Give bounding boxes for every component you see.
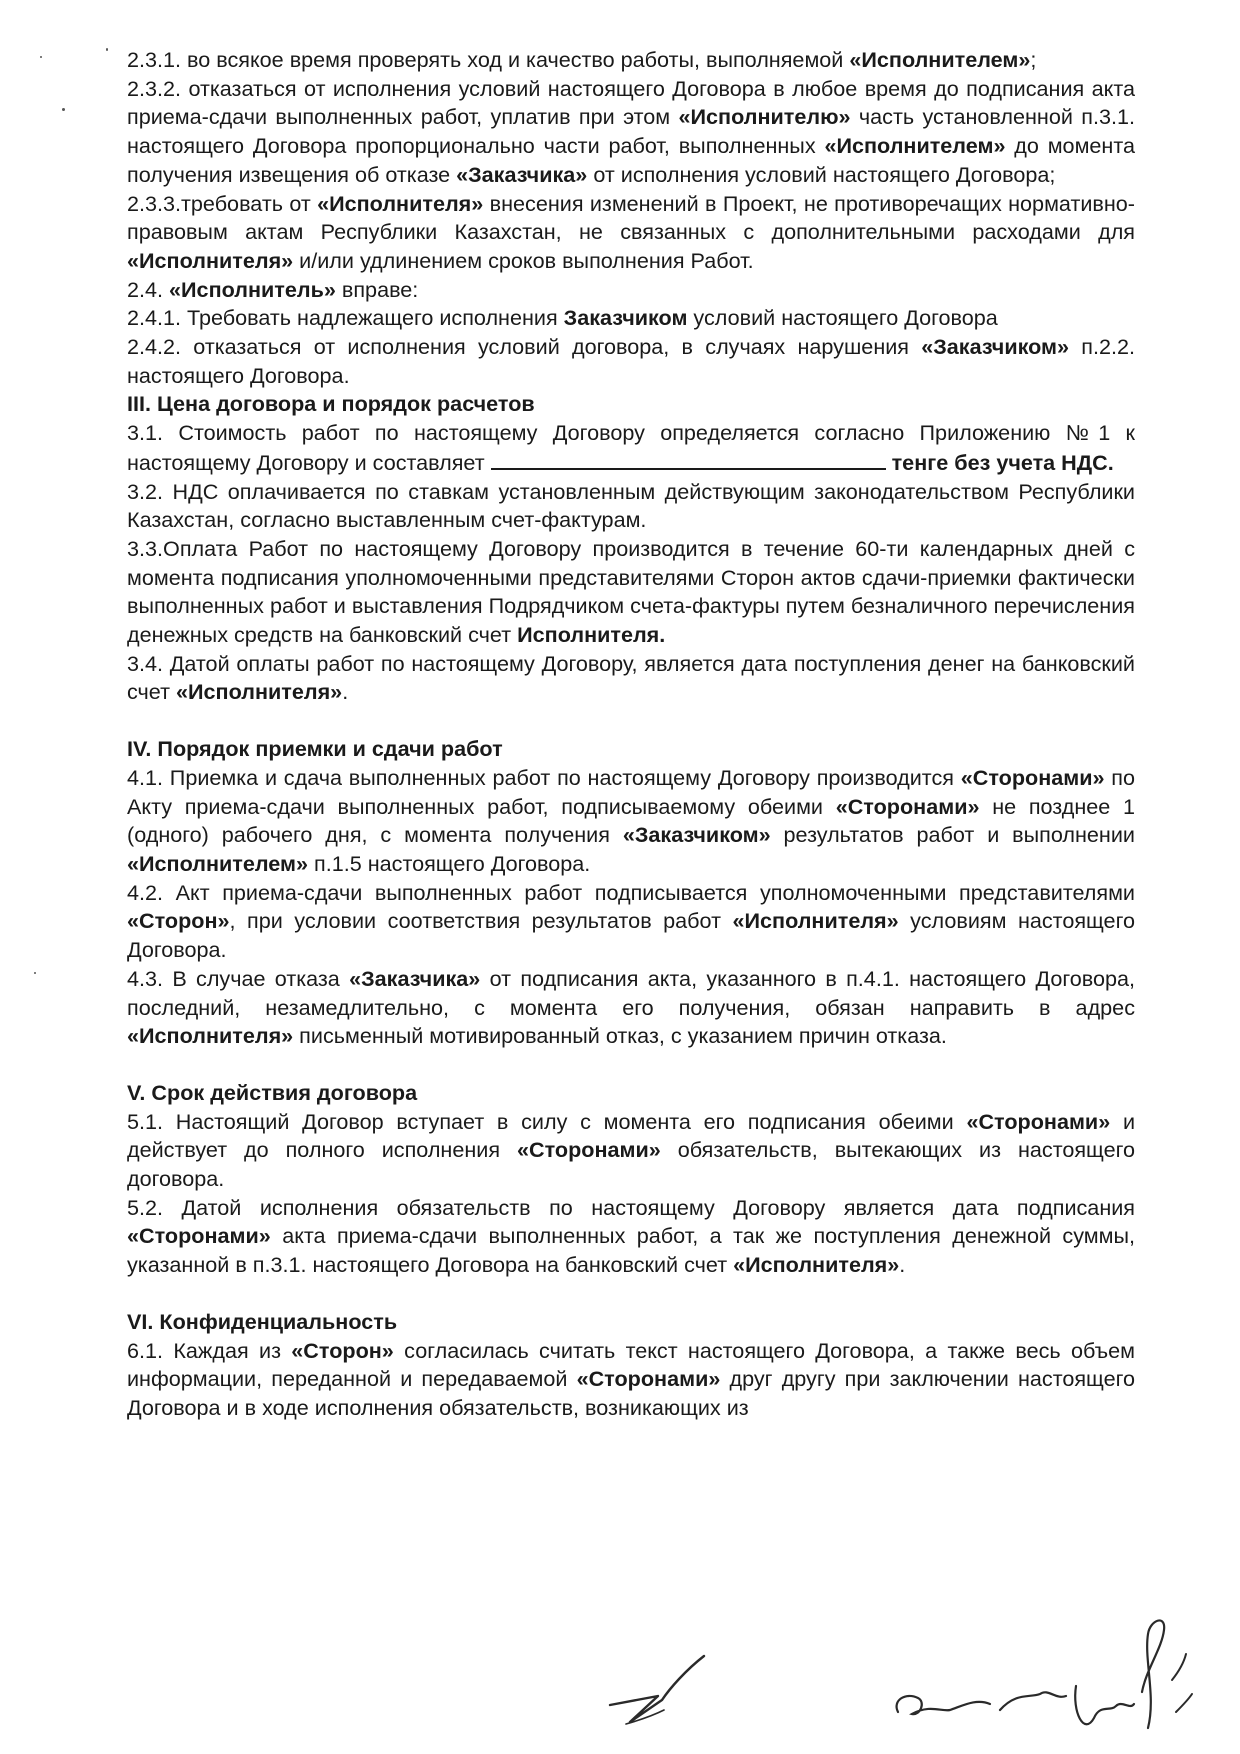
clause-3-2: 3.2. НДС оплачивается по ставкам установленным действующим законодательством Республики Казахстан, согласно выставленным счет-фактурам.: [127, 478, 1135, 533]
amount-blank-line: [491, 448, 886, 470]
section-heading-4: IV. Порядок приемки и сдачи работ: [127, 736, 503, 762]
clause-3-1: 3.1. Стоимость работ по настоящему Договору определяется согласно Приложению №1 к настоящему Договору и составляет тенге без учета НДС.: [127, 420, 1135, 475]
clause-5-2: 5.2. Датой исполнения обязательств по настоящему Договору является дата подписания «Сторонами» акта приема-сдачи выполненных работ, а так же поступления денежной суммы, указанной в п.3.1. настоящего Договора на банковский счет «Исполнителя».: [127, 1194, 1135, 1278]
document-body: [127, 46, 1135, 1423]
scan-speck: [34, 972, 36, 974]
scan-speck: [62, 108, 65, 111]
clause-2-3-2: 2.3.2. отказаться от исполнения условий настоящего Договора в любое время до подписания акта приема-сдачи выполненных работ, уплатив при этом «Исполнителю» часть установленной п.3.1. настоящего Договора пропорционально части работ, выполненных «Исполнителем» до момента получения извещения об отказе «Заказчика» от исполнения условий настоящего Договора;: [127, 75, 1136, 187]
clause-4-3: 4.3. В случае отказа «Заказчика» от подписания акта, указанного в п.4.1. настоящего Договора, последний, незамедлительно, с момента его получения, обязан направить в адрес «Исполнителя» письменный мотивированный отказ, с указанием причин отказа.: [127, 965, 1136, 1049]
clause-2-4: 2.4. «Исполнитель» вправе:: [127, 276, 419, 302]
clause-4-2: 4.2. Акт приема-сдачи выполненных работ подписывается уполномоченными представителями «Сторон», при условии соответствия результатов работ «Исполнителя» условиям настоящего Договора.: [127, 879, 1135, 963]
clause-4-1: 4.1. Приемка и сдача выполненных работ по настоящему Договору производится «Сторонами» по Акту приема-сдачи выполненных работ, подписываемому обеими «Сторонами» не позднее 1 (одного) рабочего дня, с момента получения «Заказчиком» результатов работ и выполнении «Исполнителем» п.1.5 настоящего Договора.: [127, 764, 1135, 876]
section-heading-3: III. Цена договора и порядок расчетов: [127, 391, 535, 417]
scan-speck: [40, 56, 42, 58]
signature-mark-left: [600, 1650, 720, 1740]
spacer: [127, 1051, 1135, 1079]
spacer: [127, 707, 1135, 735]
section-heading-5: V. Срок действия договора: [127, 1079, 418, 1105]
clause-6-1: 6.1. Каждая из «Сторон» согласилась считать текст настоящего Договора, а также весь объем информации, переданной и передаваемой «Сторонами» друг другу при заключении настоящего Договора и в ходе исполнения обязательств, возникающих из: [127, 1337, 1135, 1420]
clause-2-4-1: 2.4.1. Требовать надлежащего исполнения Заказчиком условий настоящего Договора: [127, 305, 998, 331]
clause-2-3-1: 2.3.1. во всякое время проверять ход и качество работы, выполняемой «Исполнителем»;: [127, 47, 1037, 72]
clause-3-3: 3.3.Оплата Работ по настоящему Договору производится в течение 60-ти календарных дней с момента подписания уполномоченными представителями Сторон актов сдачи-приемки фактически выполненных работ и выставления Подрядчиком счета-фактуры путем безналичного перечисления денежных средств на банковский счет Исполнителя.: [127, 535, 1135, 648]
clause-2-4-2: 2.4.2. отказаться от исполнения условий договора, в случаях нарушения «Заказчиком» п.2.2. настоящего Договора.: [127, 334, 1135, 388]
signature-mark-right: [880, 1600, 1210, 1750]
clause-3-4: 3.4. Датой оплаты работ по настоящему Договору, является дата поступления денег на банковский счет «Исполнителя».: [127, 650, 1135, 705]
clause-2-3-3: 2.3.3.требовать от «Исполнителя» внесения изменений в Проект, не противоречащих нормативно-правовым актам Республики Казахстан, не связанных с дополнительными расходами для «Исполнителя» и/или удлинением сроков выполнения Работ.: [127, 190, 1135, 273]
spacer: [127, 1280, 1135, 1308]
scan-speck: [106, 48, 108, 51]
clause-5-1: 5.1. Настоящий Договор вступает в силу с момента его подписания обеими «Сторонами» и действует до полного исполнения «Сторонами» обязательств, вытекающих из настоящего договора.: [127, 1108, 1136, 1192]
section-heading-6: VI. Конфиденциальность: [127, 1308, 398, 1334]
